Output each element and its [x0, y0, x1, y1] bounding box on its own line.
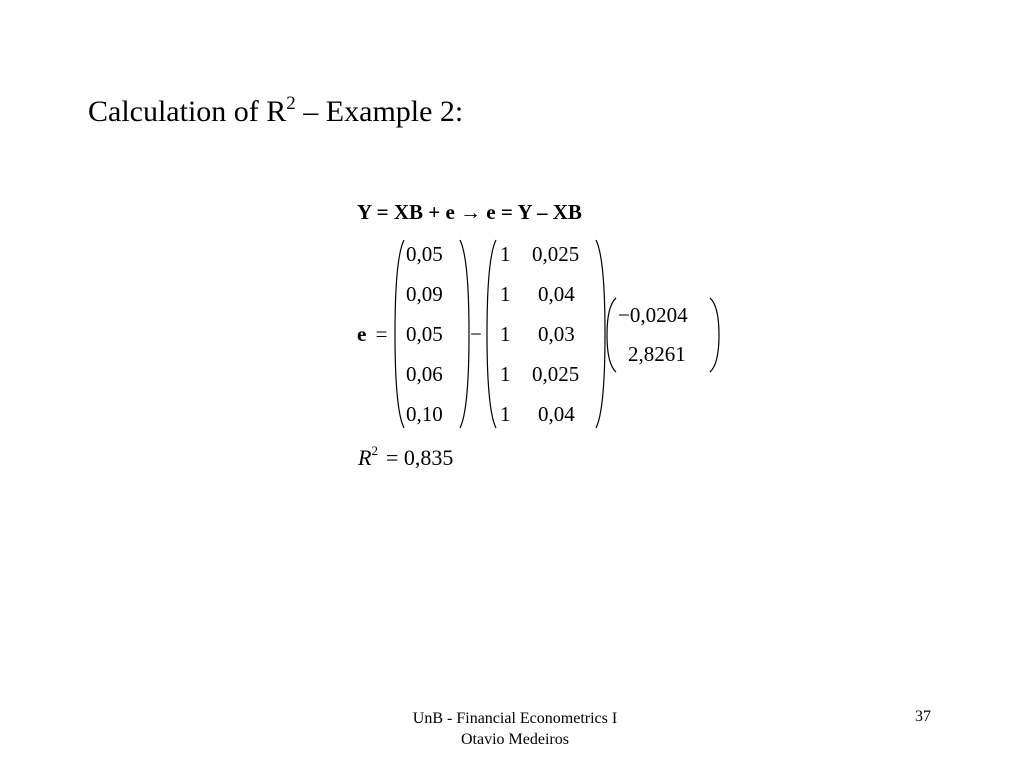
- slide-title: [88, 94, 463, 130]
- b-vector-left-paren: [606, 296, 618, 374]
- title-main: Calculation of R: [88, 95, 287, 128]
- title-rest: – Example 2:: [295, 95, 464, 128]
- r-squared-result: [358, 445, 453, 471]
- regression-equation: Y = XB + e → e = Y – XB: [357, 200, 582, 224]
- y-vector-cell: 0,09: [406, 282, 443, 306]
- x-matrix-cell: 1: [500, 282, 511, 306]
- x-matrix-cell: 1: [500, 362, 511, 386]
- r2-superscript: 2: [371, 443, 378, 458]
- b-vector-cell: 2,8261: [628, 342, 686, 366]
- x-matrix-left-paren: [486, 238, 498, 430]
- y-vector-cell: 0,10: [406, 402, 443, 426]
- slide-footer: [360, 708, 670, 750]
- x-matrix-cell: 0,025: [532, 242, 580, 266]
- y-vector-cell: 0,05: [406, 242, 443, 266]
- y-vector-left-paren: [394, 238, 406, 430]
- minus-sign: −: [470, 322, 482, 346]
- e-label: e: [357, 322, 367, 346]
- x-matrix-cell: 1: [500, 242, 511, 266]
- r2-symbol: R: [358, 445, 372, 470]
- equals-sign: =: [375, 322, 388, 346]
- x-matrix-cell: 1: [500, 402, 511, 426]
- x-matrix-right-paren: [594, 238, 606, 430]
- r2-value: = 0,835: [385, 445, 454, 470]
- b-vector-right-paren: [708, 296, 720, 374]
- x-matrix-cell: 0,03: [538, 322, 575, 346]
- y-vector-cell: 0,05: [406, 322, 443, 346]
- x-matrix-cell: 0,04: [538, 282, 575, 306]
- y-vector-cell: 0,06: [406, 362, 443, 386]
- x-matrix-cell: 0,04: [538, 402, 575, 426]
- footer-course: UnB - Financial Econometrics I: [412, 710, 618, 727]
- e-assignment: [357, 322, 387, 347]
- x-matrix-cell: 0,025: [532, 362, 580, 386]
- y-vector-right-paren: [458, 238, 470, 430]
- page-number: 37: [915, 708, 931, 725]
- x-matrix-cell: 1: [500, 322, 511, 346]
- title-superscript: 2: [286, 93, 296, 114]
- b-vector-cell: −0,0204: [618, 303, 688, 327]
- footer-author: Otavio Medeiros: [461, 731, 569, 748]
